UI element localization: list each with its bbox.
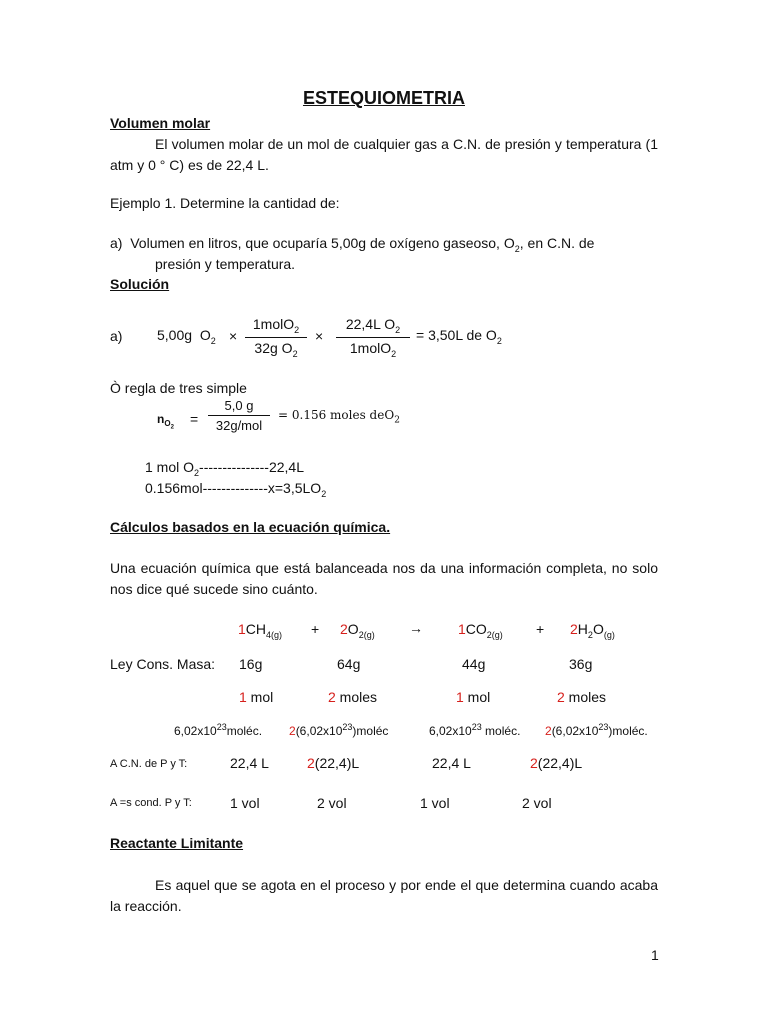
volume-ch4: 22,4 L — [230, 755, 269, 771]
exponent: 23 — [471, 722, 482, 732]
subscript: 2 — [294, 324, 300, 335]
times-symbol-2: × — [315, 328, 324, 344]
n-fraction — [208, 398, 270, 433]
formula: CO — [465, 621, 487, 637]
number: 6,02x10 — [429, 724, 472, 738]
section-heading-volumen-molar: Volumen molar — [110, 115, 211, 131]
coefficient: 2 — [557, 689, 565, 705]
formula-a-label: a) — [110, 328, 123, 344]
item-a-text: Volumen en litros, que ocuparía 5,00g de oxígeno gaseoso, O — [130, 235, 515, 251]
mass-o2: 64g — [337, 656, 361, 672]
mass-co2: 44g — [462, 656, 486, 672]
fraction-2-numerator: 22,4L O — [345, 316, 396, 332]
fraction-2 — [336, 316, 410, 359]
value: (22,4)L — [537, 755, 583, 771]
exponent: 23 — [216, 722, 227, 732]
formula-a-mass — [157, 327, 216, 346]
formula-a-result — [416, 327, 502, 346]
coefficient: 1 — [238, 621, 246, 637]
n-letter: n — [157, 412, 165, 426]
mass-value: 5,00g — [157, 327, 193, 343]
moles-co2 — [456, 689, 490, 705]
plus-sign-2: + — [536, 621, 545, 637]
unit: mol — [246, 689, 274, 705]
volume-h2o — [530, 755, 582, 771]
moles-h2o — [557, 689, 606, 705]
unit: moles — [335, 689, 378, 705]
exponent: 23 — [598, 722, 609, 732]
subscript: 2 — [210, 335, 216, 346]
item-a-line1 — [110, 235, 658, 254]
subscript: 4(g) — [266, 629, 283, 640]
rule-line-2 — [145, 480, 326, 499]
formula: O — [592, 621, 604, 637]
subscript: 2 — [394, 415, 400, 426]
rule-text: 0.156mol--------------x=3,5LO — [145, 480, 322, 496]
vol-ch4: 1 vol — [230, 795, 260, 811]
n-symbol — [157, 412, 174, 431]
reactante-paragraph: Es aquel que se agota en el proceso y por ende el que determina cuando acaba la reacción. — [110, 877, 658, 914]
item-a-line2: presión y temperatura. — [155, 256, 296, 272]
regla-text: Ò regla de tres simple — [110, 380, 247, 396]
section-heading-solucion: Solución — [110, 276, 170, 292]
subscript: 2(g) — [358, 629, 375, 640]
unit: moléc. — [481, 724, 521, 738]
section-heading-calculos: Cálculos basados en la ecuación química. — [110, 519, 391, 535]
item-a-text-end: , en C.N. de — [519, 235, 595, 251]
formula: O — [347, 621, 359, 637]
subscript: 2 — [395, 324, 401, 335]
coefficient: 1 — [458, 621, 466, 637]
fraction-1-numerator: 1molO — [252, 316, 295, 332]
unit: moles — [564, 689, 607, 705]
product-h2o — [570, 621, 615, 640]
subscript: 2(g) — [486, 629, 503, 640]
n-result — [278, 408, 400, 425]
number: (6,02x10 — [551, 724, 599, 738]
page-number: 1 — [651, 947, 659, 963]
subscript: 2 — [496, 335, 502, 346]
subscript: 2 — [292, 348, 298, 359]
rule-text: 1 mol O — [145, 459, 195, 475]
coefficient: 2 — [545, 724, 552, 738]
number: 6,02x10 — [174, 724, 217, 738]
same-cond-label: A =s cond. P y T: — [110, 797, 192, 809]
subscript: 2 — [170, 424, 174, 431]
subscript: 2 — [321, 488, 327, 499]
coefficient: 2 — [289, 724, 296, 738]
mass-h2o: 36g — [569, 656, 593, 672]
molecules-h2o — [545, 722, 648, 738]
fraction-1 — [245, 316, 307, 359]
value: (22,4)L — [314, 755, 360, 771]
cn-label: A C.N. de P y T: — [110, 758, 188, 770]
oxygen-symbol: O — [199, 327, 211, 343]
coefficient: 2 — [570, 621, 578, 637]
subscript: 2 — [194, 467, 200, 478]
number: (6,02x10 — [295, 724, 343, 738]
subscript: 2 — [587, 629, 593, 640]
calculos-paragraph: Una ecuación química que está balanceada nos da una información completa, no solo nos dice qué sucede sino cuánto. — [110, 560, 658, 597]
volume-o2 — [307, 755, 359, 771]
unit: mol — [463, 689, 491, 705]
fraction-1-denominator: 32g O — [254, 339, 293, 356]
rule-line-1 — [145, 459, 304, 478]
equals-sign: = — [190, 411, 199, 427]
n-fraction-denominator: 32g/mol — [215, 418, 263, 433]
plus-sign-1: + — [311, 621, 320, 637]
coefficient: 1 — [456, 689, 464, 705]
document-title: ESTEQUIOMETRIA — [302, 88, 465, 108]
product-co2 — [458, 621, 503, 640]
subscript: O — [164, 419, 171, 429]
coefficient: 2 — [328, 689, 336, 705]
section-heading-reactante: Reactante Limitante — [110, 835, 244, 851]
exponent: 23 — [342, 722, 353, 732]
volumen-molar-paragraph: El volumen molar de un mol de cualquier gas a C.N. de presión y temperatura (1 atm y 0 ° C) es de 22,4 L. — [110, 136, 658, 173]
reactant-ch4 — [238, 621, 282, 640]
formula: CH — [245, 621, 267, 637]
unit: )moléc. — [608, 724, 648, 738]
molecules-co2 — [429, 722, 520, 738]
example-1-text: Ejemplo 1. Determine la cantidad de: — [110, 195, 340, 211]
formula: H — [577, 621, 588, 637]
item-a-prefix: a) — [110, 235, 123, 251]
coefficient: 2 — [307, 755, 315, 771]
coefficient: 1 — [239, 689, 247, 705]
coefficient: 2 — [530, 755, 538, 771]
mass-ch4: 16g — [239, 656, 263, 672]
vol-o2: 2 vol — [317, 795, 347, 811]
molecules-o2 — [289, 722, 388, 738]
n-result-text: = 0.156 moles deO — [278, 408, 395, 422]
vol-co2: 1 vol — [420, 795, 450, 811]
subscript: 2 — [514, 243, 520, 254]
reaction-arrow: → — [409, 620, 423, 636]
vol-h2o: 2 vol — [522, 795, 552, 811]
coefficient: 2 — [340, 621, 348, 637]
times-symbol: × — [229, 328, 238, 344]
subscript: 2 — [391, 348, 397, 359]
subscript: (g) — [603, 629, 615, 640]
n-fraction-numerator: 5,0 g — [208, 398, 270, 416]
ley-label: Ley Cons. Masa: — [110, 656, 216, 672]
moles-o2 — [328, 689, 377, 705]
volume-co2: 22,4 L — [432, 755, 471, 771]
result-text: = 3,50L de O — [416, 327, 497, 343]
reactant-o2 — [340, 621, 375, 640]
rule-text: ---------------22,4L — [199, 459, 304, 475]
unit: )moléc — [352, 724, 389, 738]
unit: moléc. — [226, 724, 263, 738]
moles-ch4 — [239, 689, 273, 705]
molecules-ch4 — [174, 722, 262, 738]
fraction-2-denominator: 1molO — [349, 339, 392, 356]
